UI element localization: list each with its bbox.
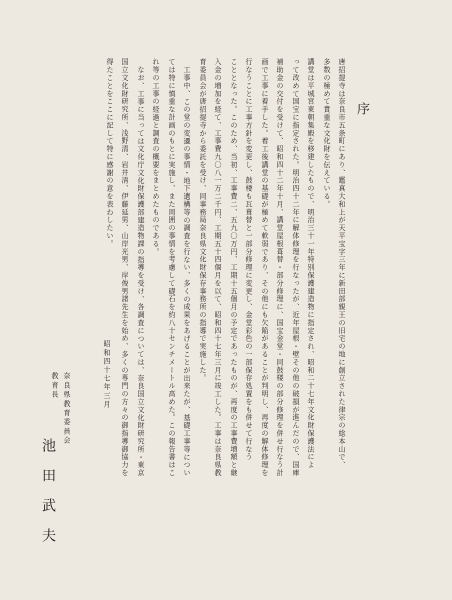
signatory-name: 池田武夫	[40, 438, 56, 558]
paragraph-line: 育委員会が唐招提寺から委託を受け、同事務局奈良県文化財保存事務所の指導で実施した。	[199, 58, 207, 382]
paragraph-line: 補助金の交付を受けて、昭和四十二年十月、講堂屋根葺替・部分修理に、国宝金堂・同鼓楼の部分修理を併せ行なう計	[276, 58, 284, 477]
paragraph-line: れ等の工事の経過と調査の概要をまとめたものである。	[152, 58, 160, 256]
paragraph-line: ては特に慎重な計画のもとに実施し、また周囲の事情を考慮して礎石を約八十センチメートル高めた。この報告書はこ	[168, 58, 176, 477]
paragraph-line: 唐招提寺は奈良市五条町にあり、鑑真大和上が天平宝字三年に新田部親王の旧宅の地に創立された律宗の総本山で、	[338, 58, 346, 469]
paragraph-line: 工事中、この堂の変遷の事情・地下遺構等の調査を行ない、多くの成果をあげることが出来たが、基礎工事等につい	[183, 66, 191, 477]
paragraph-line: 画で工事に着手した。着工後講堂の基礎が極めて軟弱であり、その他にも欠陥があることが判明し、再度の解体修理を	[261, 58, 269, 477]
position-title: 教育長	[51, 372, 59, 400]
preface-title: 序	[354, 102, 369, 115]
paragraph-line: 国立文化財研究所、浅野清、岩井清、伊藤延男、山岸光男、岸俊男諸先生を始め、多くの専門の方々の御指導御協力を	[121, 58, 129, 477]
paragraph-line: 多数の極めて貴重な文化財を伝えている。	[323, 58, 331, 209]
date: 昭和四十七年三月	[103, 340, 111, 409]
paragraph-line: って改めて国宝に指定された。明治四十二年に解体修理を行なったが、近年屋根・壁その他の破損が進んだので、国庫	[292, 58, 300, 477]
paragraph-line: 行なうことに工事方針を変更し、鼓楼も瓦葺替と一部分修理に変更し、金堂彩色の一部保存処置をも併せて行なう	[245, 58, 253, 461]
organization: 奈良県教育委員会	[63, 372, 71, 446]
paragraph-line: 講堂は平城宮東朝集殿を移建したもので、明治三十一年特別保護建造物に指定され、昭和二十七年文化財保護法によ	[307, 58, 315, 469]
paragraph-line: こととなった。このため、当初、工事費二、五九〇万円、工期十五個月の予定であったものが、再度の工事費増額と継	[230, 58, 238, 477]
paragraph-line: 入金の増加を経て、工事費九〇八一万二千円、工期五十四個月を以て、昭和四十七年三月に竣工した。工事は奈良県教	[214, 58, 222, 477]
paragraph-line: 得たことをここに記して特に感謝の意を表わしたい。	[106, 58, 114, 248]
paragraph-line: なお、工事に当っては文化庁文化財保護部建造物課の指導を受け、各調査については、奈良国立文化財研究所・東京	[137, 66, 145, 477]
